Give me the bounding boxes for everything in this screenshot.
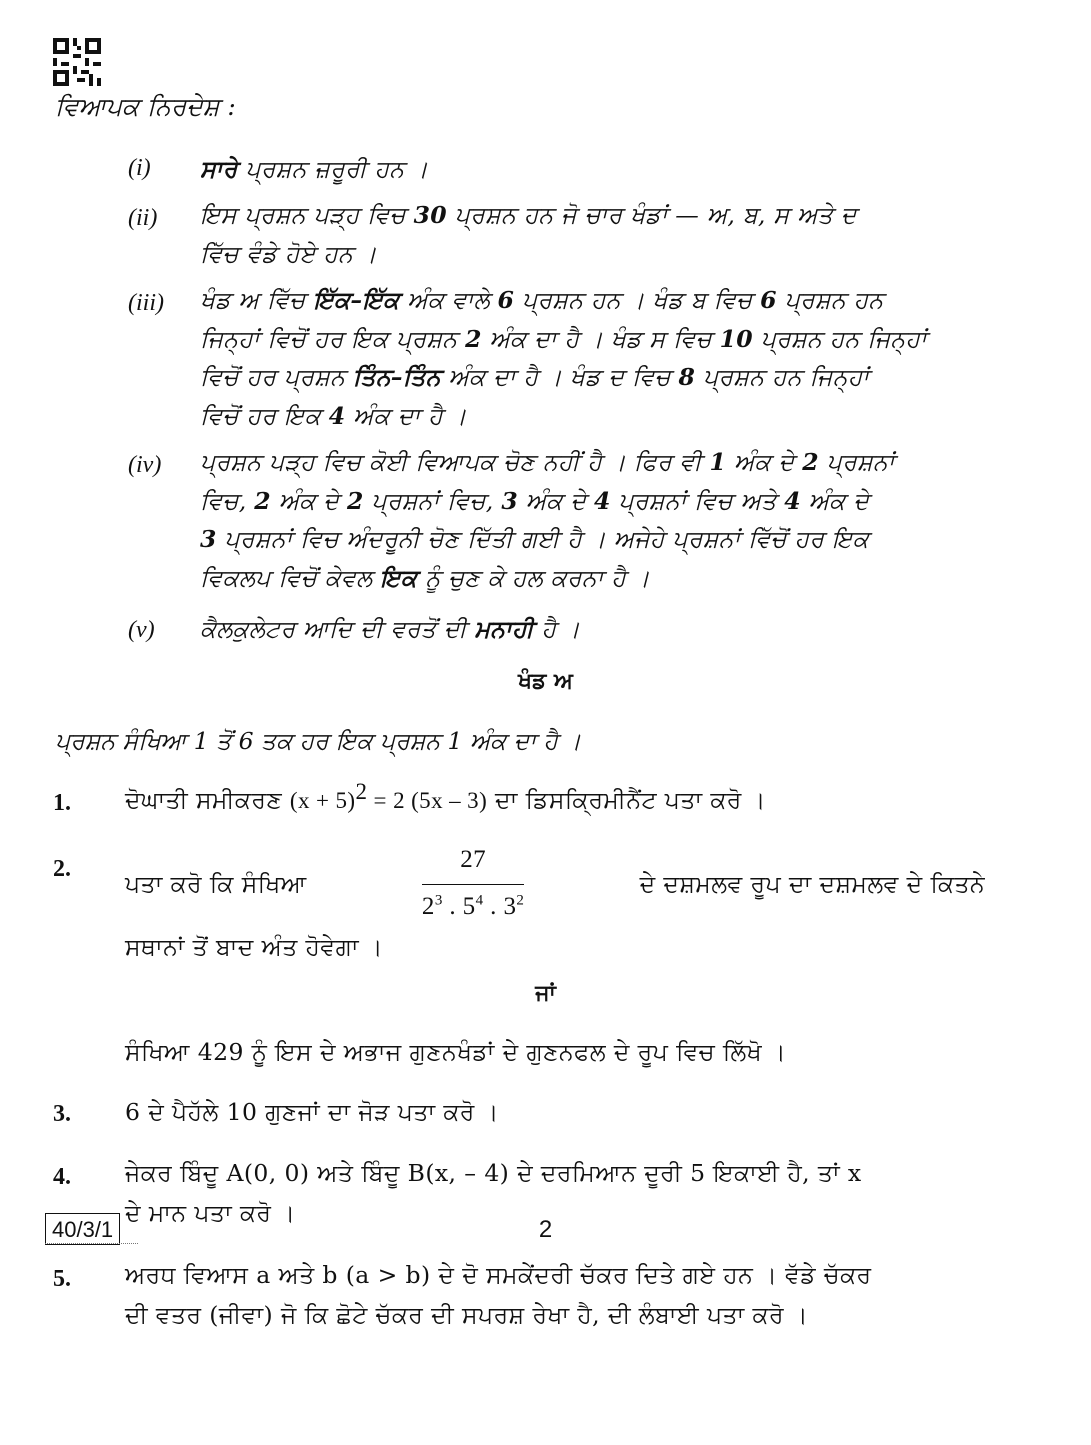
instruction-num: (i): [128, 155, 151, 181]
instruction-text: ਇਸ ਪ੍ਰਸ਼ਨ ਪੜ੍ਹ ਵਿਚ: [200, 201, 414, 229]
question-number: 3.: [53, 1101, 71, 1127]
question-number: 4.: [53, 1164, 71, 1190]
question-text: ਪਤਾ ਕਰੋ ਕਿ ਸੰਖਿਆ: [125, 869, 307, 898]
question-1: ਦੋਘਾਤੀ ਸਮੀਕਰਣ $(x + 5)^2 = 2$ (5x – 3) ਦਾ ਡਿਸਕ੍ਰਿਮੀਨੈਂਟ ਪਤਾ ਕਰੋ ।: [125, 779, 766, 814]
section-title: ਖੰਡ ਅ: [518, 668, 573, 694]
instruction-num: (v): [128, 617, 155, 643]
instruction-iii: ਖੰਡ ਅ ਵਿੱਚ ਇੱਕ–ਇੱਕ ਅੰਕ ਵਾਲੇ 6 ਪ੍ਰਸ਼ਨ ਹਨ । ਖੰਡ ਬ ਵਿਚ 6 ਪ੍ਰਸ਼ਨ ਹਨ ਜਿਨ੍ਹਾਂ ਵਿਚੋਂ ਹਰ ਇਕ ਪ੍ਰਸ਼ਨ 2 ਅੰਕ ਦਾ ਹੈ । ਖੰਡ ਸ ਵਿਚ 10 ਪ੍ਰਸ਼ਨ ਹਨ ਜਿਨ੍ਹਾਂ ਵਿਚੋਂ ਹਰ ਪ੍ਰਸ਼ਨ ਤਿੰਨ–ਤਿੰਨ ਅੰਕ ਦਾ ਹੈ । ਖੰਡ ਦ ਵਿਚ 8 ਪ੍ਰਸ਼ਨ ਹਨ ਜਿਨ੍ਹਾਂ ਵਿਚੋਂ ਹਰ ਇਕ 4 ਅੰਕ ਦਾ ਹੈ ।: [200, 286, 927, 430]
general-instructions-heading: ਵਿਆਪਕ ਨਿਰਦੇਸ਼ :: [55, 92, 236, 121]
qr-code-icon: [53, 38, 101, 86]
question-4: ਜੇਕਰ ਬਿੰਦੂ A(0, 0) ਅਤੇ ਬਿੰਦੂ B(x, – 4) ਦੇ ਦਰਮਿਆਨ ਦੂਰੀ 5 ਇਕਾਈ ਹੈ, ਤਾਂ x ਦੇ ਮਾਨ ਪਤਾ ਕਰੋ ।: [125, 1159, 862, 1227]
instruction-text: ਵਿੱਚ ਵੰਡੇ ਹੋਏ ਹਨ ।: [200, 239, 377, 268]
question-text: ਸਥਾਨਾਂ ਤੋਂ ਬਾਦ ਅੰਤ ਹੋਵੇਗਾ ।: [125, 933, 384, 961]
question-2-or: ਸੰਖਿਆ 429 ਨੂੰ ਇਸ ਦੇ ਅਭਾਜ ਗੁਣਨਖੰਡਾਂ ਦੇ ਗੁਣਨਫਲ ਦੇ ਰੂਪ ਵਿਚ ਲਿੱਖੋ ।: [125, 1038, 787, 1066]
question-text: ਦੇ ਦਸ਼ਮਲਵ ਰੂਪ ਦਾ ਦਸ਼ਮਲਵ ਦੇ ਕਿਤਨੇ: [639, 869, 985, 898]
instruction-ii: [200, 196, 990, 273]
or-label: ਜਾਂ: [535, 980, 556, 1006]
page-number: 2: [538, 1216, 553, 1243]
question-2: [125, 840, 985, 967]
instruction-v: ਕੈਲਕੁਲੇਟਰ ਆਦਿ ਦੀ ਵਰਤੋਂ ਦੀ ਮਨਾਹੀ ਹੈ ।: [200, 615, 581, 643]
instruction-i: [200, 150, 428, 189]
paper-code: 40/3/1: [45, 1213, 120, 1245]
emphasis: 30: [413, 201, 447, 229]
instruction-num: (iv): [128, 452, 162, 478]
question-number: 1.: [53, 790, 71, 816]
instruction-iv: ਪ੍ਰਸ਼ਨ ਪੜ੍ਹ ਵਿਚ ਕੋਈ ਵਿਆਪਕ ਚੋਣ ਨਹੀਂ ਹੈ । ਫਿਰ ਵੀ 1 ਅੰਕ ਦੇ 2 ਪ੍ਰਸ਼ਨਾਂ ਵਿਚ, 2 ਅੰਕ ਦੇ 2 ਪ੍ਰਸ਼ਨਾਂ ਵਿਚ, 3 ਅੰਕ ਦੇ 4 ਪ੍ਰਸ਼ਨਾਂ ਵਿਚ ਅਤੇ 4 ਅੰਕ ਦੇ 3 ਪ੍ਰਸ਼ਨਾਂ ਵਿਚ ਅੰਦਰੂਨੀ ਚੋਣ ਦਿੱਤੀ ਗਈ ਹੈ । ਅਜੇਹੇ ਪ੍ਰਸ਼ਨਾਂ ਵਿੱਚੋਂ ਹਰ ਇਕ ਵਿਕਲਪ ਵਿਚੋਂ ਕੇਵਲ ਇਕ ਨੂੰ ਚੁਣ ਕੇ ਹਲ ਕਰਨਾ ਹੈ ।: [200, 448, 895, 592]
question-number: 2.: [53, 856, 71, 882]
emphasis: ਸਾਰੇ: [200, 155, 238, 183]
fraction-denominator: $2^3$ . $5^4$ . $3^2$: [421, 892, 525, 920]
fraction: [422, 840, 524, 927]
section-note: ਪ੍ਰਸ਼ਨ ਸੰਖਿਆ 1 ਤੋਂ 6 ਤਕ ਹਰ ਇਕ ਪ੍ਰਸ਼ਨ 1 ਅੰਕ ਦਾ ਹੈ ।: [55, 727, 582, 755]
question-3: 6 ਦੇ ਪੈਹੱਲੇ 10 ਗੁਣਜਾਂ ਦਾ ਜੋੜ ਪਤਾ ਕਰੋ ।: [125, 1098, 499, 1126]
fraction-numerator: 27: [422, 840, 524, 885]
question-number: 5.: [53, 1266, 71, 1292]
instruction-num: (ii): [128, 205, 158, 231]
instruction-text: ਪ੍ਰਸ਼ਨ ਜ਼ਰੂਰੀ ਹਨ ।: [237, 155, 429, 183]
instruction-text: ਪ੍ਰਸ਼ਨ ਹਨ ਜੋ ਚਾਰ ਖੰਡਾਂ — ਅ, ਬ, ਸ ਅਤੇ ਦ: [446, 201, 857, 229]
question-5: ਅਰਧ ਵਿਆਸ a ਅਤੇ b (a > b) ਦੇ ਦੋ ਸਮਕੇਂਦਰੀ ਚੱਕਰ ਦਿਤੇ ਗਏ ਹਨ । ਵੱਡੇ ਚੱਕਰ ਦੀ ਵਤਰ (ਜੀਵਾ) ਜੋ ਕਿ ਛੋਟੇ ਚੱਕਰ ਦੀ ਸਪਰਸ਼ ਰੇਖਾ ਹੈ, ਦੀ ਲੰਬਾਈ ਪਤਾ ਕਰੋ ।: [125, 1261, 872, 1329]
instruction-num: (iii): [128, 290, 164, 316]
